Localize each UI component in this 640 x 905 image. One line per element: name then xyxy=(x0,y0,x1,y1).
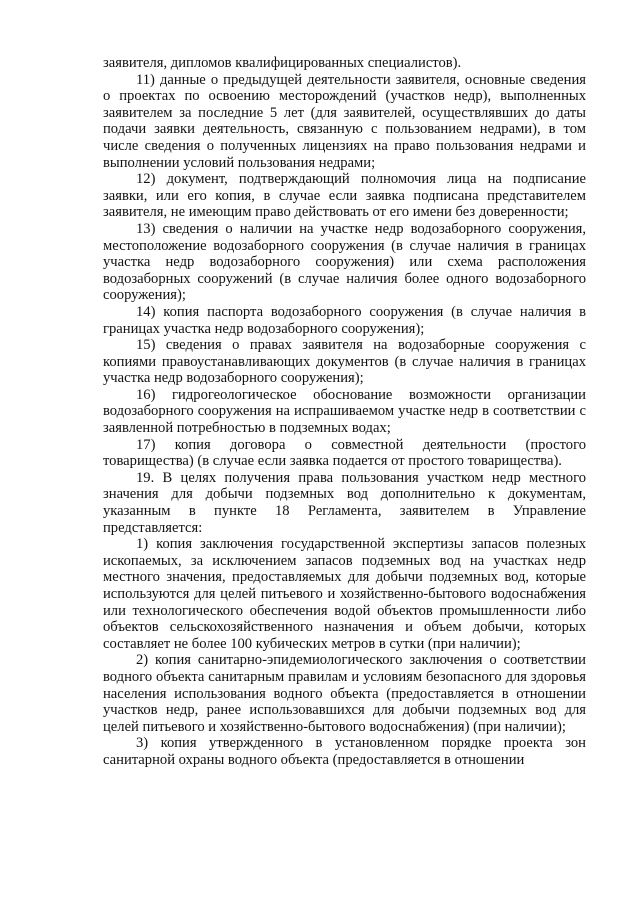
paragraph-continuation: заявителя, дипломов квалифицированных специалистов). xyxy=(103,55,462,71)
paragraph-item-13: 13) сведения о наличии на участке недр водозаборного сооружения, местоположение водозаборного сооружения (в случае наличия в границах участка недр водозаборного сооружения) или схема расположения водозаборных сооружений (в случае наличия более одного водозаборного сооружения); xyxy=(103,220,586,304)
paragraph-item-12: 12) документ, подтверждающий полномочия лица на подписание заявки, или его копия, в случае если заявка подписана представителем заявителя, не имеющим право действовать от его имени без доверенности; xyxy=(103,171,586,221)
paragraph-subitem-2: 2) копия санитарно-эпидемиологического заключения о соответствии водного объекта санитарным правилам и условиям безопасного для здоровья населения использования водного объекта (предоставляется в отношении участков недр, ранее использовавшихся для добычи подземных вод для целей питьевого и хозяйственно-бытового водоснабжения) (при наличии); xyxy=(103,652,586,735)
paragraph-item-11: 11) данные о предыдущей деятельности заявителя, основные сведения о проектах по освоению месторождений (участков недр), выполненных заявителем за последние 5 лет (для заявителей, осуществлявших до даты подачи заявки деятельность, связанную с пользованием недрами), в том числе сведения о полученных лицензиях на право пользования недрами и выполнении условий пользования недрами; xyxy=(103,71,586,171)
paragraph-item-17: 17) копия договора о совместной деятельности (простого товарищества) (в случае если заявка подается от простого товарищества). xyxy=(103,436,586,470)
paragraph-subitem-1: 1) копия заключения государственной экспертизы запасов полезных ископаемых, за исключением запасов подземных вод на участках недр местного значения, предоставляемых для добычи подземных вод, которые используются для целей питьевого и хозяйственно-бытового водоснабжения или технологического обеспечения водой объектов промышленности либо объектов сельскохозяйственного назначения и объем добычи, которых составляет не более 100 кубических метров в сутки (при наличии); xyxy=(103,536,586,652)
paragraph-item-14: 14) копия паспорта водозаборного сооружения (в случае наличия в границах участка недр водозаборного сооружения); xyxy=(103,303,586,337)
paragraph-subitem-3: 3) копия утвержденного в установленном порядке проекта зон санитарной охраны водного объекта (предоставляется в отношении xyxy=(103,735,586,768)
paragraph-item-16: 16) гидрогеологическое обоснование возможности организации водозаборного сооружения на испрашиваемом участке недр в соответствии с заявленной потребностью в подземных водах; xyxy=(103,386,586,437)
paragraph-section-19: 19. В целях получения права пользования участком недр местного значения для добычи подземных вод дополнительно к документам, указанным в пункте 18 Регламента, заявителем в Управление представляется: xyxy=(103,469,586,536)
paragraph-item-15: 15) сведения о правах заявителя на водозаборные сооружения с копиями правоустанавливающих документов (в случае наличия в границах участка недр водозаборного сооружения); xyxy=(103,337,586,387)
